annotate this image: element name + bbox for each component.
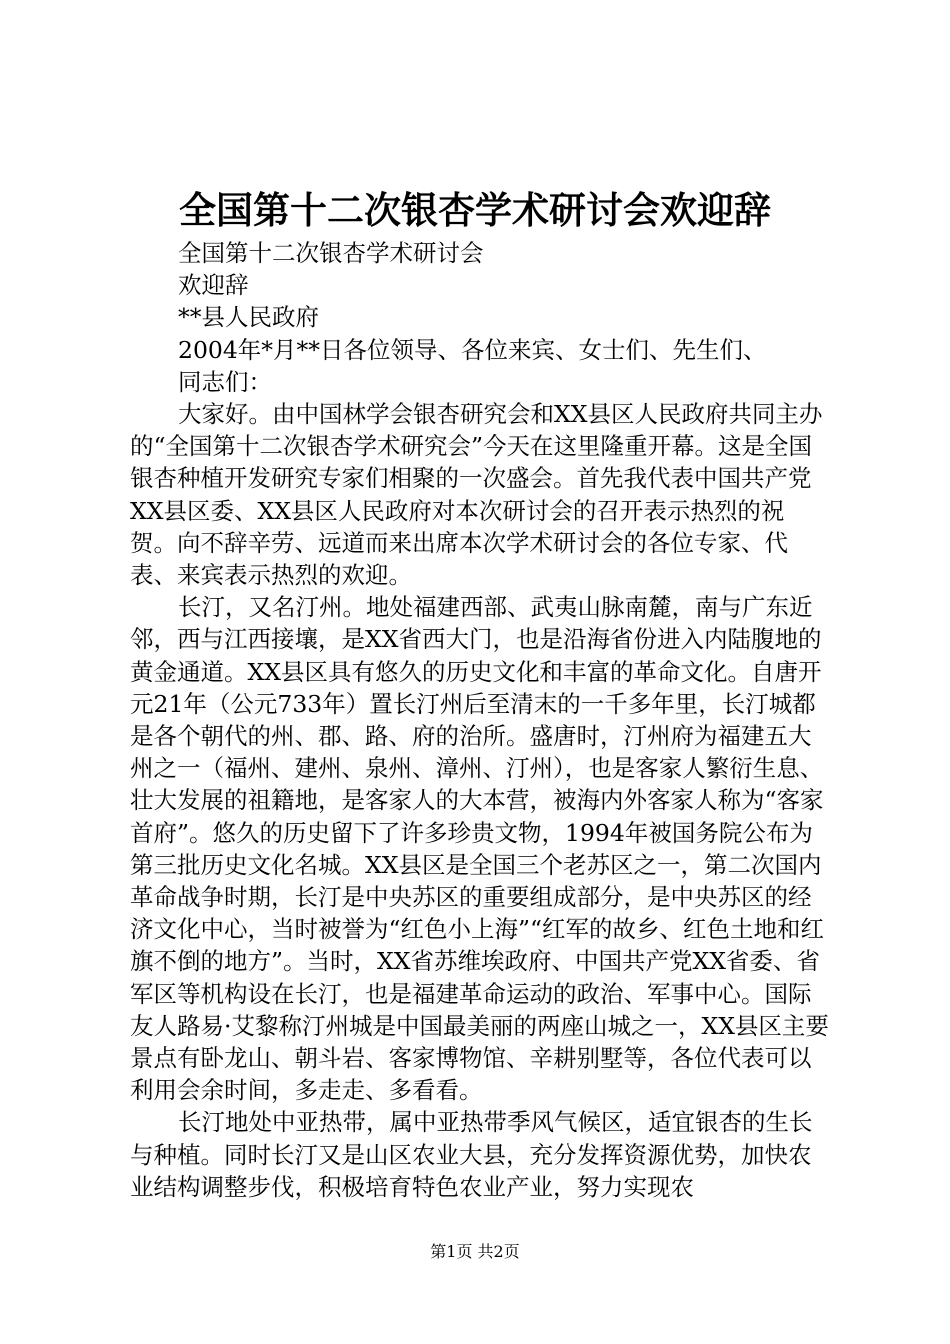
page-footer: 第1页 共2页 (430, 1242, 520, 1261)
salutation-line: 同志们： (178, 367, 272, 396)
document-body (130, 237, 830, 1203)
document-title: 全国第十二次银杏学术研讨会欢迎辞 (179, 188, 771, 232)
event-name-line: 全国第十二次银杏学术研讨会 (178, 239, 484, 267)
speech-type-line: 欢迎辞 (178, 271, 249, 300)
paragraph-welcome: 大家好。由中国林学会银杏研究会和XX县区人民政府共同主办的“全国第十二次银杏学术研究会”今天在这里隆重开幕。这是全国银杏种植开发研究专家们相聚的一次盛会。首先我代表中国共产党XX县区委、XX县区人民政府对本次研讨会的召开表示热烈的祝贺。向不辞辛劳、远道而来出席本次学术研讨会的各位专家、代表、来宾表示热烈的欢迎。 (130, 400, 823, 590)
paragraph-history: 长汀，又名汀州。地处福建西部、武夷山脉南麓，南与广东近邻，西与江西接壤，是XX省西大门，也是沿海省份进入内陆腹地的黄金通道。XX县区具有悠久的历史文化和丰富的革命文化。自唐开元21年（公元733年）置长汀州后至清末的一千多年里，长汀城都是各个朝代的州、郡、路、府的治所。盛唐时，汀州府为福建五大州之一（福州、建州、泉州、漳州、汀州），也是客家人繁衍生息、壮大发展的祖籍地，是客家人的大本营，被海内外客家人称为“客家首府”。悠久的历史留下了许多珍贵文物，1994年被国务院公布为第三批历史文化名城。XX县区是全国三个老苏区之一，第二次国内革命战争时期，长汀是中央苏区的重要组成部分，是中央苏区的经济文化中心，当时被誉为“红色小上海”“红军的故乡、红色土地和红旗不倒的地方”。当时，XX省苏维埃政府、中国共产党XX省委、省军区等机构设在长汀，也是福建革命运动的政治、军事中心。国际友人路易·艾黎称汀州城是中国最美丽的两座山城之一，XX县区主要景点有卧龙山、朝斗岩、客家博物馆、辛耕别墅等，各位代表可以利用会余时间，多走走、多看看。 (130, 593, 829, 1105)
paragraph-agriculture: 长汀地处中亚热带，属中亚热带季风气候区，适宜银杏的生长与种植。同时长汀又是山区农业大县，充分发挥资源优势，加快农业结构调整步伐，积极培育特色农业产业，努力实现农 (130, 1108, 813, 1201)
speaker-line: **县人民政府 (178, 303, 319, 332)
date-salutation-line: 2004年*月**日各位领导、各位来宾、女士们、先生们、 (178, 335, 767, 364)
